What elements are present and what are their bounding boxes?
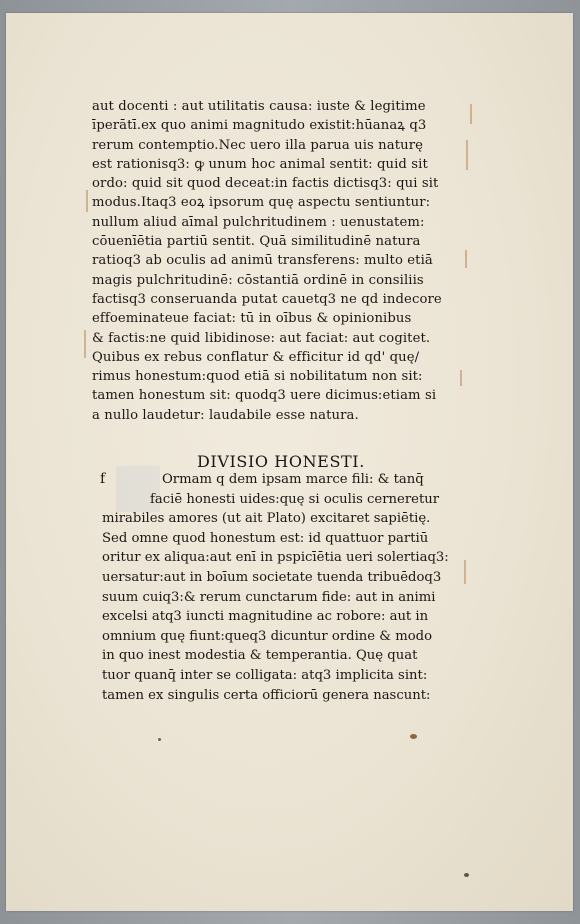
text-line: Quibus ex rebus conflatur & efficitur id qd' quę/ <box>92 349 420 365</box>
text-line: rerum contemptio.Nec uero illa parua uis naturę <box>92 137 424 153</box>
margin-stain <box>84 330 86 358</box>
text-line: excelsi atq3 iuncti magnitudine ac robore: aut in <box>102 609 429 625</box>
text-line: ordo: quid sit quod deceat:in factis dictisq3: qui sit <box>92 176 439 192</box>
second-text-block <box>102 470 474 705</box>
text-line: faciē honesti uides:quę si oculis cerneretur <box>150 491 440 507</box>
text-line: oritur ex aliqua:aut enī in pspicīētia ueri solertiaq3: <box>102 550 449 566</box>
paper-speck <box>464 873 469 877</box>
text-line: in quo inest modestia & temperantia. Quę quat <box>102 648 418 664</box>
text-line: est rationisq3: ꝙ unum hoc animal sentit: quid sit <box>92 156 428 172</box>
text-line: īperātī.ex quo animi magnitudo existit:hūanaꝝ q3 <box>92 118 427 134</box>
text-line: tamen honestum sit: quodq3 uere dicimus:etiam si <box>92 388 437 404</box>
main-text-block <box>92 97 472 425</box>
text-line: mirabiles amores (ut ait Plato) excitaret sapiētię. <box>102 511 431 527</box>
text-line: aut docenti : aut utilitatis causa: iuste & legitime <box>92 99 426 114</box>
text-line: Ormam q dem ipsam marce fili: & tanq̄ <box>162 472 424 487</box>
paper-speck <box>410 734 417 739</box>
text-line: Sed omne quod honestum est: id quattuor partiū <box>102 530 429 546</box>
text-line: nullum aliud aīmal pulchritudinem : uenustatem: <box>92 214 425 230</box>
text-line: uersatur:aut in boīum societate tuenda tribuēdoq3 <box>102 569 442 585</box>
text-line: tamen ex singulis certa officiorū genera nascunt: <box>102 687 431 703</box>
text-line: cōuenīētia partiū sentit. Quā similitudinē natura <box>92 234 421 250</box>
text-line: ratioq3 ab oculis ad animū transferens: multo etiā <box>92 253 433 269</box>
guide-letter: f <box>100 471 106 487</box>
text-line: effoeminateue faciat: tū in oībus & opinionibus <box>92 311 412 327</box>
text-line: omnium quę fiunt:queq3 dicuntur ordine & modo <box>102 628 433 644</box>
text-line: a nullo laudetur: laudabile esse natura. <box>92 407 359 423</box>
text-line: tuor quanq̄ inter se colligata: atq3 implicita sint: <box>102 667 428 683</box>
text-line: suum cuiq3:& rerum cunctarum fide: aut in animi <box>102 589 436 605</box>
text-line: & factis:ne quid libidinose: aut faciat: aut cogitet. <box>92 330 431 346</box>
section-heading: DIVISIO HONESTI. <box>197 452 365 471</box>
text-line: magis pulchritudinē: cōstantiā ordinē in consiliis <box>92 272 424 288</box>
margin-stain <box>86 190 88 212</box>
text-line: rimus honestum:quod etiā si nobilitatum non sit: <box>92 369 423 385</box>
paper-speck <box>158 738 161 741</box>
text-line: modus.Itaq3 eoꝝ ipsorum quę aspectu sentiuntur: <box>92 195 431 211</box>
text-line: factisq3 conseruanda putat cauetq3 ne qd indecore <box>92 291 442 307</box>
